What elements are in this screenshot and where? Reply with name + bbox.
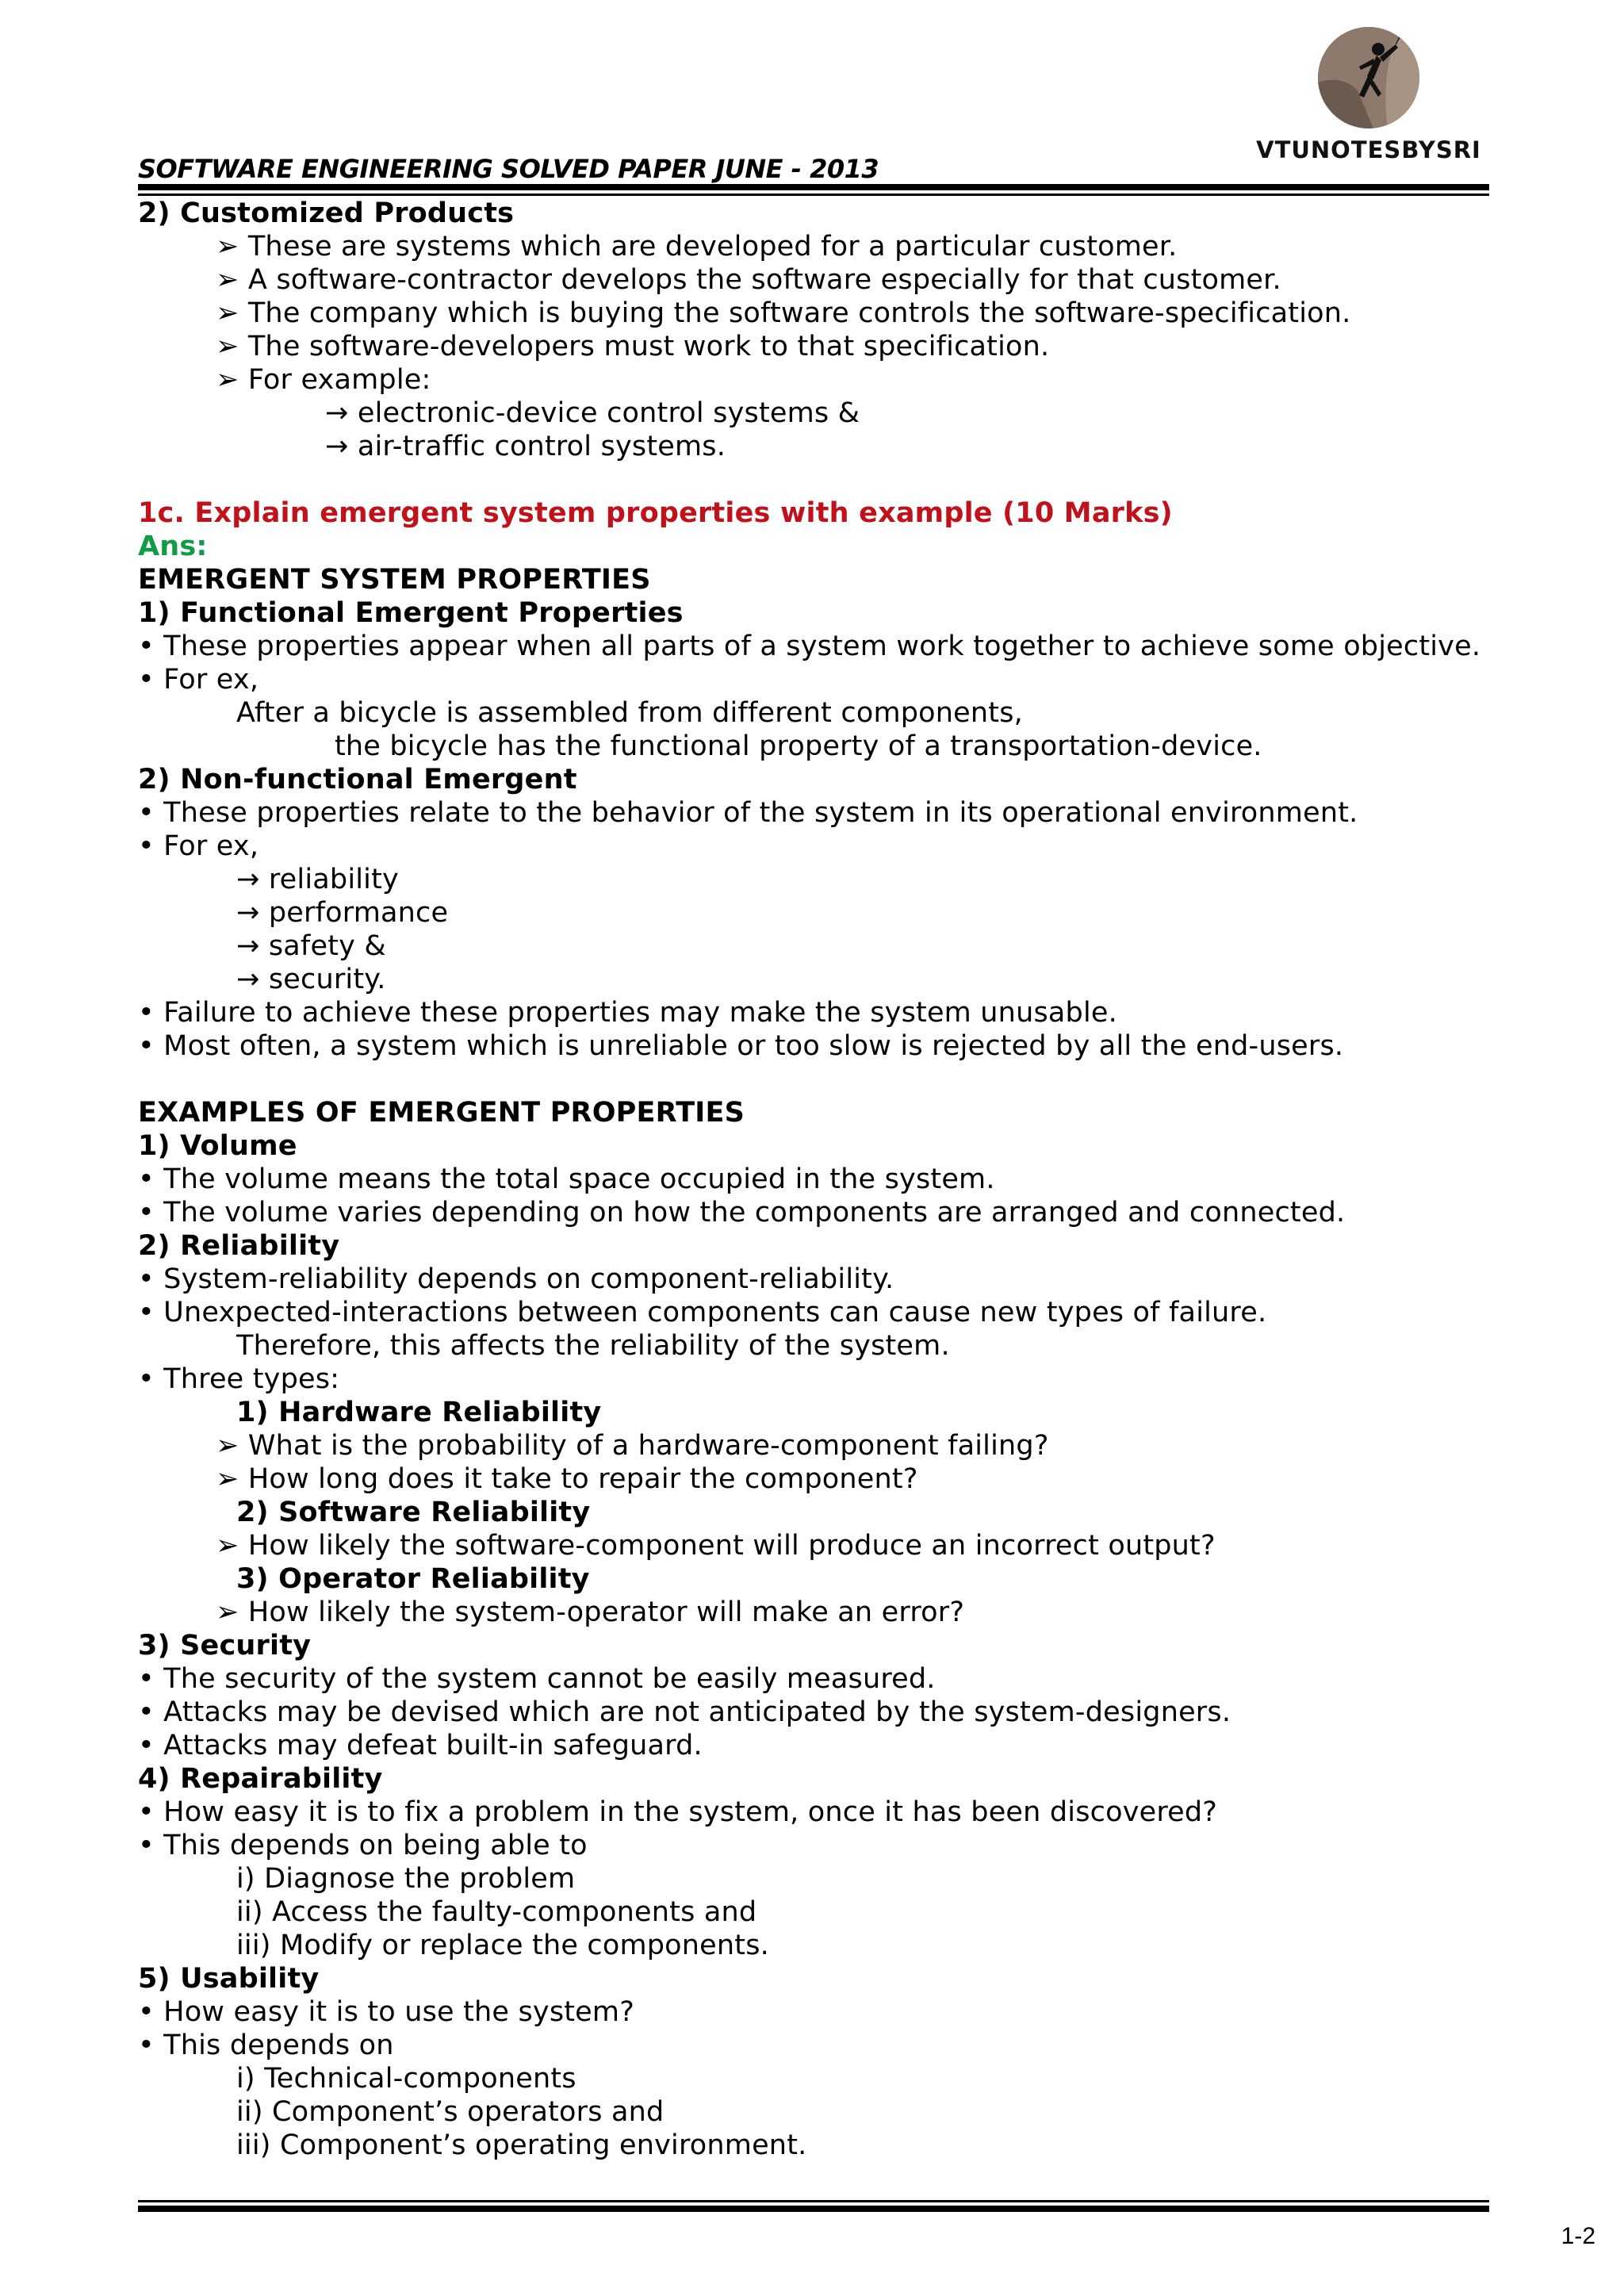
- text-line: ➢ How long does it take to repair the component?: [216, 1463, 918, 1495]
- text-line: • This depends on: [138, 2030, 394, 2061]
- text-line: • These properties appear when all parts of a system work together to achieve some objective.: [138, 631, 1481, 662]
- logo-text: VTUNOTESBYSRI: [1256, 136, 1481, 163]
- text-line: i) Diagnose the problem: [236, 1863, 576, 1895]
- section-heading: 1) Volume: [138, 1130, 297, 1162]
- text-line: • These properties relate to the behavior of the system in its operational environment.: [138, 797, 1358, 829]
- blank-line: [138, 1063, 1502, 1096]
- text-line: ➢ A software-contractor develops the software especially for that customer.: [216, 264, 1281, 296]
- section-heading: 2) Non-functional Emergent: [138, 764, 577, 795]
- text-line: ➢ The software-developers must work to that specification.: [216, 331, 1050, 362]
- header-rule-thick: [138, 184, 1489, 190]
- text-line: → electronic-device control systems &: [325, 397, 860, 429]
- text-line: ii) Component’s operators and: [236, 2096, 665, 2128]
- text-line: ➢ The company which is buying the software controls the software-specification.: [216, 297, 1351, 329]
- document-body: [138, 197, 1502, 2162]
- text-line: • System-reliability depends on component-reliability.: [138, 1263, 894, 1295]
- blank-line: [138, 463, 1502, 496]
- text-line: • Most often, a system which is unreliable or too slow is rejected by all the end-users.: [138, 1030, 1344, 1062]
- text-line: • How easy it is to use the system?: [138, 1996, 634, 2028]
- text-line: • Three types:: [138, 1363, 340, 1395]
- text-line: ➢ How likely the system-operator will make an error?: [216, 1596, 965, 1628]
- text-line: • For ex,: [138, 664, 259, 696]
- header-rule-thin: [138, 194, 1489, 196]
- section-heading: 4) Repairability: [138, 1763, 383, 1795]
- text-line: • The volume varies depending on how the components are arranged and connected.: [138, 1197, 1346, 1228]
- question-heading: 1c. Explain emergent system properties with example (10 Marks): [138, 497, 1173, 529]
- text-line: • How easy it is to fix a problem in the system, once it has been discovered?: [138, 1796, 1218, 1828]
- section-heading: 3) Security: [138, 1630, 312, 1662]
- text-line: After a bicycle is assembled from different components,: [236, 697, 1023, 729]
- section-heading: EMERGENT SYSTEM PROPERTIES: [138, 564, 651, 596]
- section-heading: EXAMPLES OF EMERGENT PROPERTIES: [138, 1097, 745, 1129]
- text-line: • The security of the system cannot be easily measured.: [138, 1663, 936, 1695]
- text-line: • Unexpected-interactions between components can cause new types of failure.: [138, 1297, 1267, 1328]
- site-logo: [1246, 27, 1492, 163]
- text-line: • For ex,: [138, 830, 259, 862]
- climber-logo-icon: [1318, 27, 1419, 128]
- document-title: SOFTWARE ENGINEERING SOLVED PAPER JUNE - 2013: [138, 154, 879, 184]
- text-line: • Attacks may defeat built-in safeguard.: [138, 1730, 703, 1761]
- section-heading: 2) Customized Products: [138, 197, 515, 229]
- footer-rule-thick: [138, 2206, 1489, 2212]
- text-line: • Failure to achieve these properties may make the system unusable.: [138, 997, 1117, 1029]
- text-line: ii) Access the faulty-components and: [236, 1896, 757, 1928]
- answer-label: Ans:: [138, 531, 208, 562]
- text-line: • Attacks may be devised which are not anticipated by the system-designers.: [138, 1696, 1231, 1728]
- text-line: → performance: [236, 897, 449, 929]
- text-line: → air-traffic control systems.: [325, 431, 726, 462]
- section-heading: 5) Usability: [138, 1963, 320, 1995]
- section-heading: 1) Functional Emergent Properties: [138, 597, 684, 629]
- text-line: → reliability: [236, 864, 399, 895]
- text-line: iii) Component’s operating environment.: [236, 2129, 807, 2161]
- text-line: → security.: [236, 964, 386, 995]
- footer-rule-thin: [138, 2200, 1489, 2202]
- text-line: • This depends on being able to: [138, 1830, 588, 1861]
- section-heading: 2) Reliability: [138, 1230, 340, 1262]
- section-heading: 2) Software Reliability: [236, 1497, 591, 1528]
- text-line: iii) Modify or replace the components.: [236, 1930, 769, 1961]
- text-line: • The volume means the total space occupied in the system.: [138, 1163, 995, 1195]
- section-heading: 3) Operator Reliability: [236, 1563, 590, 1595]
- section-heading: 1) Hardware Reliability: [236, 1397, 602, 1428]
- text-line: Therefore, this affects the reliability of the system.: [236, 1330, 950, 1362]
- text-line: → safety &: [236, 930, 386, 962]
- text-line: ➢ What is the probability of a hardware-component failing?: [216, 1430, 1049, 1462]
- page-number: 1-2: [1561, 2223, 1595, 2249]
- text-line: ➢ For example:: [216, 364, 431, 396]
- text-line: i) Technical-components: [236, 2063, 576, 2095]
- text-line: ➢ These are systems which are developed for a particular customer.: [216, 231, 1178, 263]
- text-line: ➢ How likely the software-component will produce an incorrect output?: [216, 1530, 1216, 1562]
- text-line: the bicycle has the functional property of a transportation-device.: [335, 730, 1262, 762]
